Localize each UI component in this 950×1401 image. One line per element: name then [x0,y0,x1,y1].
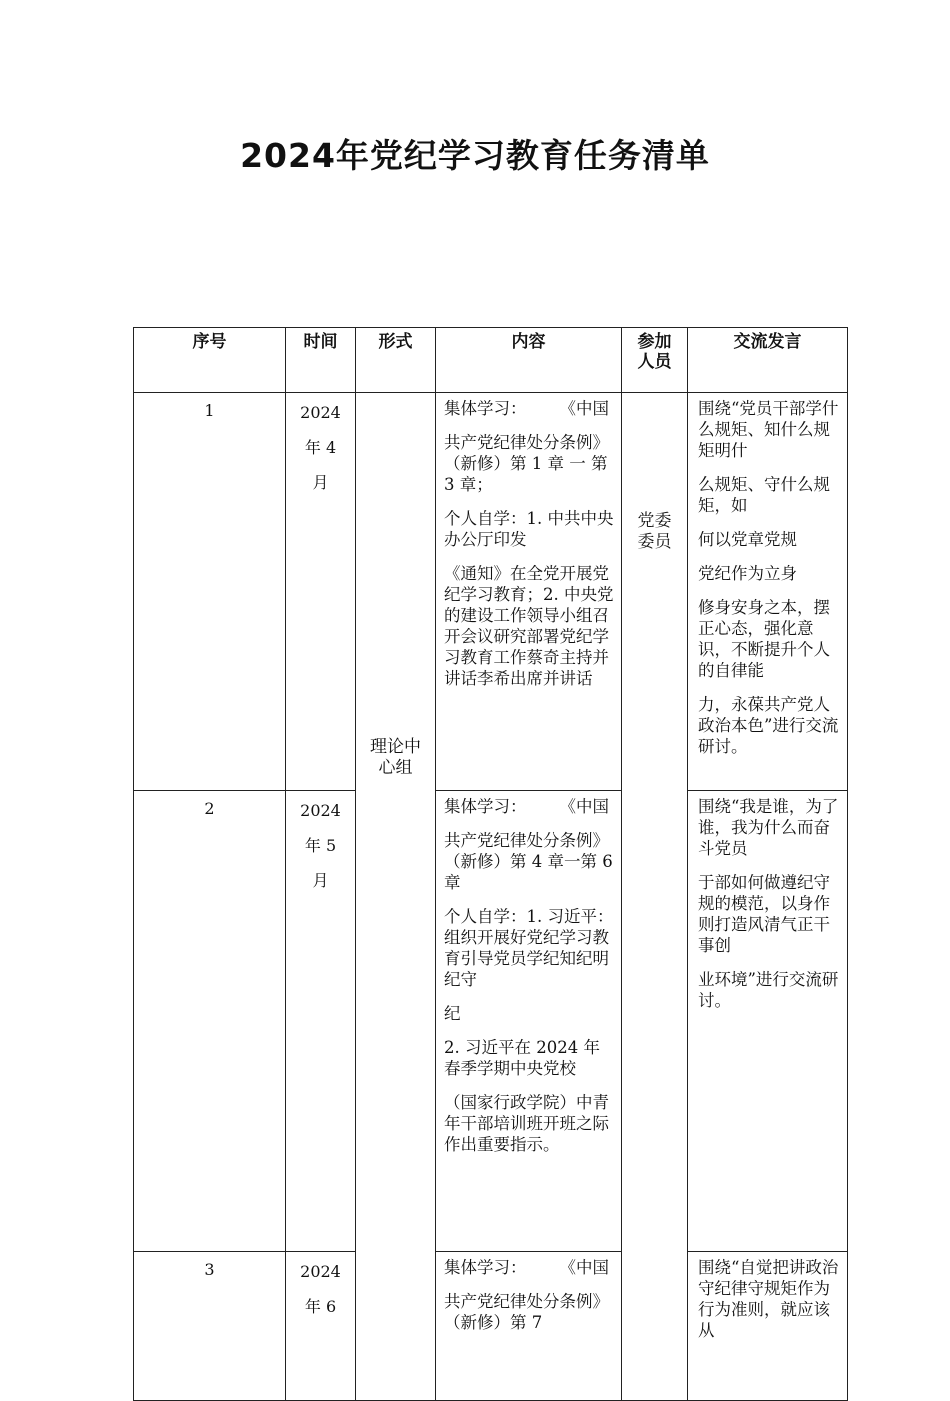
cell-speech: 围绕“我是谁，为了谁，我为什么而奋斗党员 于部如何做遵纪守规的模范，以身作则打造风清气正干事创 业环境”进行交流研讨。 [688,791,848,1252]
cell-content: 集体学习： 《中国 共产党纪律处分条例》 （新修）第 7 [436,1252,622,1401]
header-form: 形式 [356,328,436,393]
cell-time: 2024 年 5 月 [286,791,356,1252]
cell-content: 集体学习： 《中国 共产党纪律处分条例》 （新修）第 4 章一第 6 章 个人自学：1. 习近平：组织开展好党纪学习教育引导党员学纪知纪明纪守 纪 2. 习近平在 2024 年 春季学期中央党校 （国家行政学院）中青年干部培训班开班之际作出重要指示。 [436,791,622,1252]
cell-speech: 围绕“自觉把讲政治守纪律守规矩作为行为准则，就应该从 [688,1252,848,1401]
cell-content: 集体学习： 《中国 共产党纪律处分条例》 （新修）第 1 章 一 第 3 章； 个人自学：1. 中共中央办公厅印发 《通知》在全党开展党纪学习教育；2. 中央党的建设工作领导小组召开会议研究部署党纪学习教育工作蔡奇主持并讲话李希出席并讲话 [436,393,622,791]
cell-seq: 1 [134,393,286,791]
cell-participants: 党委委员 [622,393,688,1401]
task-table [133,327,848,1401]
table-row [134,791,848,1252]
cell-speech: 围绕“党员干部学什么规矩、知什么规矩明什 么规矩、守什么规矩，如 何以党章党规 党纪作为立身 修身安身之本，摆正心态，强化意识，不断提升个人的自律能 力，永葆共产党人政治本色”进行交流研讨。 [688,393,848,791]
cell-time: 2024 年 4 月 [286,393,356,791]
table-row [134,393,848,791]
header-seq: 序号 [134,328,286,393]
table-row [134,1252,848,1401]
page-title: 2024年党纪学习教育任务清单 [240,136,710,175]
table-header-row [134,328,848,393]
cell-seq: 3 [134,1252,286,1401]
header-content: 内容 [436,328,622,393]
cell-form: 理论中心组 [356,393,436,1401]
header-speech: 交流发言 [688,328,848,393]
header-participants: 参加人员 [622,328,688,393]
cell-seq: 2 [134,791,286,1252]
header-time: 时间 [286,328,356,393]
cell-time: 2024 年 6 [286,1252,356,1401]
